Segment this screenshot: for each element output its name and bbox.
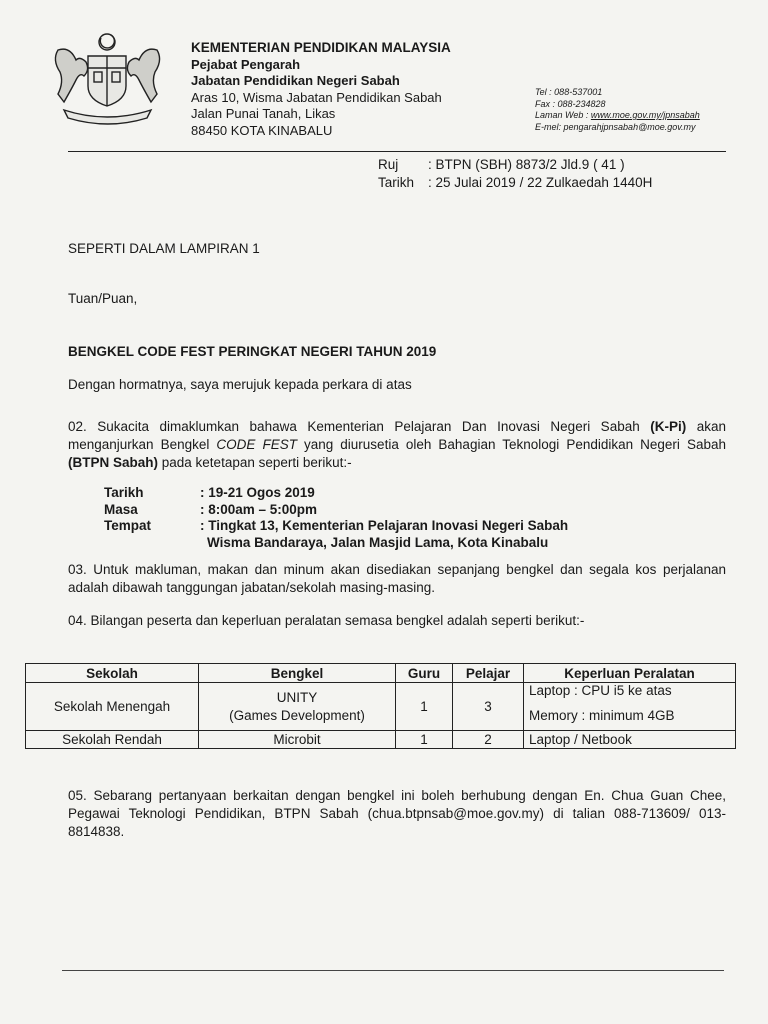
reference-label: Ruj [378,157,399,172]
paragraph-02 [68,418,726,472]
table-cell: Sekolah Rendah [26,731,199,749]
department-name: Jabatan Pendidikan Negeri Sabah [191,73,400,88]
footer-divider [62,970,724,971]
para02-text: 02. Sukacita dimaklumkan bahawa Kementerian Pelajaran Dan Inovasi Negeri Sabah [68,419,651,434]
table-row [26,731,736,749]
table-cell: 1 [396,731,453,749]
letter-subject: BENGKEL CODE FEST PERINGKAT NEGERI TAHUN 2019 [68,344,437,359]
table-cell: Laptop / Netbook [524,731,736,749]
opening-line: Dengan hormatnya, saya merujuk kepada perkara di atas [68,377,412,392]
table-header: Guru [396,664,453,683]
para02-text: pada ketetapan seperti berikut:- [158,455,352,470]
detail-value: : 8:00am – 5:00pm [200,501,318,517]
paragraph-03: 03. Untuk makluman, makan dan minum akan disediakan sepanjang bengkel dan segala kos perjalanan adalah dibawah tanggungan jabatan/sekolah masing-masing. [68,562,726,595]
coat-of-arms-logo [50,30,165,125]
table-cell: Microbit [199,731,396,749]
detail-label: Tarikh [104,485,144,500]
letterhead-organisation [191,40,451,139]
date-label: Tarikh [378,175,415,190]
para02-bold: (K-Pi) [650,419,687,434]
cell-line: Laptop : CPU i5 ke atas [529,683,672,698]
address-line: 88450 KOTA KINABALU [191,122,333,138]
address-line: Aras 10, Wisma Jabatan Pendidikan Sabah [191,89,442,105]
para02-italic: CODE FEST [216,437,297,452]
table-header: Pelajar [453,664,524,683]
reference-value: : BTPN (SBH) 8873/2 Jld.9 ( 41 ) [428,157,625,172]
table-row [26,683,736,731]
date-value: : 25 Julai 2019 / 22 Zulkaedah 1440H [428,175,653,190]
table-header: Keperluan Peralatan [524,664,736,683]
table-header: Bengkel [199,664,396,683]
letterhead-contact [535,87,700,133]
detail-value: : 19-21 Ogos 2019 [200,485,315,500]
website-line [535,110,700,122]
header-divider [68,151,726,152]
table-cell [524,683,736,731]
table-cell: 2 [453,731,524,749]
para02-text: yang diurusetia oleh Bahagian Teknologi Pendidikan Negeri Sabah [296,437,726,452]
paragraph-04: 04. Bilangan peserta dan keperluan peralatan semasa bengkel adalah seperti berikut:- [68,613,585,628]
telephone: Tel : 088-537001 [535,87,603,97]
fax: Fax : 088-234828 [535,98,606,109]
table-cell: Sekolah Menengah [26,683,199,731]
cell-line: Memory : minimum 4GB [529,708,675,723]
para02-bold: (BTPN Sabah) [68,455,159,470]
email: E-mel: pengarahjpnsabah@moe.gov.my [535,121,696,132]
cell-line: (Games Development) [229,707,365,723]
event-details [104,485,568,551]
website-label: Laman Web : [535,110,589,120]
table-cell [199,683,396,731]
para02-text: akan menganjurkan Bengkel [68,419,726,452]
table-header: Sekolah [26,664,199,683]
recipient: SEPERTI DALAM LAMPIRAN 1 [68,241,260,256]
detail-label: Masa [104,501,138,517]
table-cell: 1 [396,683,453,731]
ministry-name: KEMENTERIAN PENDIDIKAN MALAYSIA [191,40,451,55]
table-header-row [26,664,736,683]
detail-value: : Tingkat 13, Kementerian Pelajaran Inovasi Negeri Sabah [200,518,569,533]
detail-value: Wisma Bandaraya, Jalan Masjid Lama, Kota Kinabalu [207,534,549,550]
table-cell: 3 [453,683,524,731]
detail-label: Tempat [104,518,152,533]
address-line: Jalan Punai Tanah, Likas [191,106,336,121]
office-name: Pejabat Pengarah [191,56,301,72]
cell-line: UNITY [276,689,318,705]
salutation: Tuan/Puan, [68,291,138,306]
website-link[interactable]: www.moe.gov.my/jpnsabah [590,110,700,120]
participants-table [25,663,736,749]
reference-block [378,156,652,192]
paragraph-05: 05. Sebarang pertanyaan berkaitan dengan bengkel ini boleh berhubung dengan En. Chua Guan Chee, Pegawai Teknologi Pendidikan, BTPN Sabah (chua.btpnsab@moe.gov.my) di talian 088-713609/ 013-8814838. [68,788,726,839]
